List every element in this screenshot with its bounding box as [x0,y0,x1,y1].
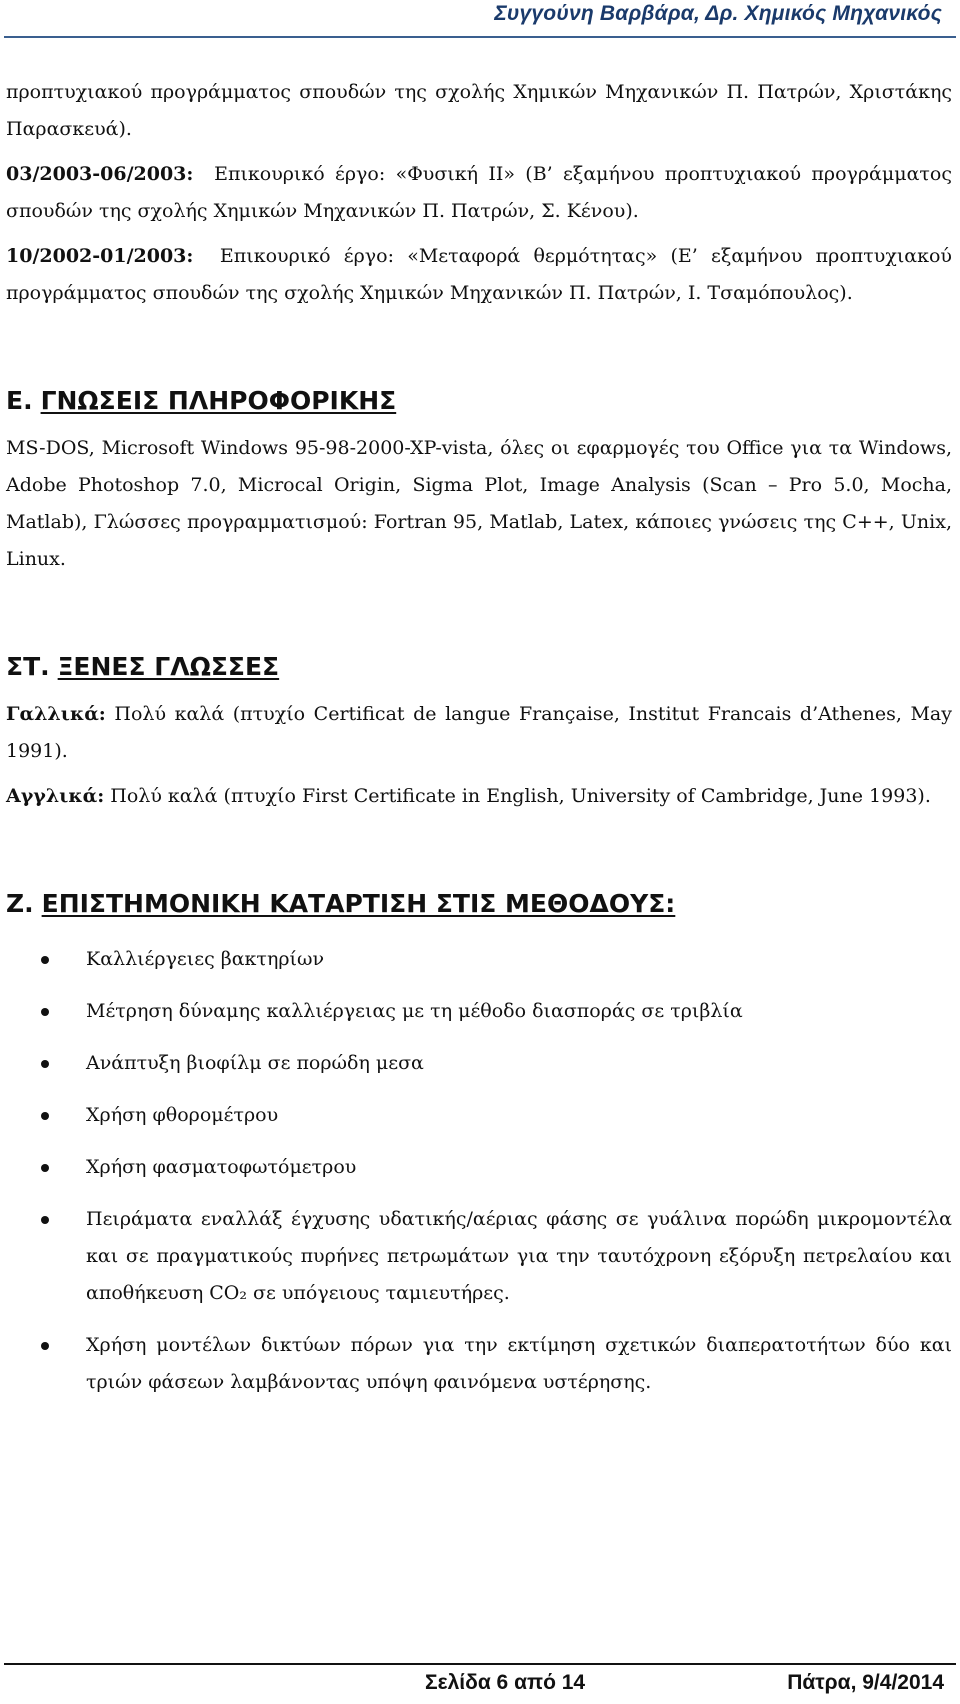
page-content [6,74,952,1416]
list-item [6,1097,952,1134]
language-entry [6,696,952,770]
teaching-text: Επικουρικό έργο: «Μεταφορά θερμότητας» (Ε’ εξαμήνου προπτυχιακού προγράμματος σπουδών της σχολής Χημικών Μηχανικών Π. Πατρών, Ι. Τσαμόπουλος). [6,245,952,304]
teaching-date: 10/2002-01/2003: [6,245,194,267]
list-item-text: Χρήση μοντέλων δικτύων πόρων για την εκτίμηση σχετικών διαπερατοτήτων δύο και τριών φάσεων λαμβάνοντας υπόψη φαινόμενα υστέρησης. [86,1334,952,1393]
bullet-icon [41,1008,49,1016]
teaching-date: 03/2003-06/2003: [6,163,194,185]
methods-list [6,941,952,1401]
list-item [6,1201,952,1312]
bullet-icon [41,1112,49,1120]
it-skills-paragraph: MS-DOS, Microsoft Windows 95-98-2000-XP-vista, όλες οι εφαρμογές του Office για τα Windows, Adobe Photoshop 7.0, Microcal Origin, Sigma Plot, Image Analysis (Scan – Pro 5.0, Mocha, Matlab), Γλώσσες προγραμματισμού: Fortran 95, Matlab, Latex, κάποιες γνώσεις της C++, Unix, Linux. [6,437,952,570]
running-header: Συγγούνη Βαρβάρα, Δρ. Χημικός Μηχανικός [494,2,942,25]
header-rule [4,36,956,38]
bullet-icon [41,1164,49,1172]
section-number: Ε. [6,386,33,415]
list-item-text: Καλλιέργειες βακτηρίων [86,948,324,970]
list-item [6,1149,952,1186]
bullet-icon [41,1342,49,1350]
section-heading [6,650,952,684]
language-name: Γαλλικά: [6,703,106,725]
list-item-text: Χρήση φασματοφωτόμετρου [86,1156,357,1178]
language-level: Πολύ καλά (πτυχίο Certificat de langue Française, Institut Francais d’Athenes, May 1991). [6,703,952,762]
language-entry [6,778,952,815]
list-item-text: Πειράματα εναλλάξ έγχυσης υδατικής/αέριας φάσης σε γυάλινα πορώδη μικρομοντέλα και σε πραγματικούς πυρήνες πετρωμάτων για την ταυτόχρονη εξόρυξη πετρελαίου και αποθήκευση CO₂ σε υπόγειους ταμιευτήρες. [86,1208,952,1304]
section-title: ΞΕΝΕΣ ΓΛΩΣΣΕΣ [57,652,280,681]
teaching-text: προπτυχιακού προγράμματος σπουδών της σχολής Χημικών Μηχανικών Π. Πατρών, Χριστάκης Παρασκευά). [6,81,952,140]
section-number: ΣΤ. [6,652,50,681]
bullet-icon [41,956,49,964]
list-item-text: Μέτρηση δύναμης καλλιέργειας με τη μέθοδο διασποράς σε τριβλία [86,1000,743,1022]
list-item [6,993,952,1030]
section-title: ΕΠΙΣΤΗΜΟΝΙΚΗ ΚΑΤΑΡΤΙΣΗ ΣΤΙΣ ΜΕΘΟΔΟΥΣ: [41,889,676,918]
footer-rule [4,1663,956,1665]
page-number: Σελίδα 6 από 14 [425,1671,586,1694]
list-item [6,941,952,978]
list-item [6,1327,952,1401]
list-item-text: Χρήση φθορομέτρου [86,1104,279,1126]
list-item [6,1045,952,1082]
section-number: Ζ. [6,889,34,918]
footer-date: Πάτρα, 9/4/2014 [787,1671,944,1694]
teaching-text: Επικουρικό έργο: «Φυσική ΙΙ» (Β’ εξαμήνου προπτυχιακού προγράμματος σπουδών της σχολής Χημικών Μηχανικών Π. Πατρών, Σ. Κένου). [6,163,952,222]
teaching-entry [6,238,952,312]
bullet-icon [41,1060,49,1068]
teaching-continued [6,74,952,148]
bullet-icon [41,1216,49,1224]
language-name: Αγγλικά: [6,785,105,807]
language-level: Πολύ καλά (πτυχίο First Certificate in English, University of Cambridge, June 1993). [110,785,931,807]
teaching-entry [6,156,952,230]
section-heading [6,384,952,418]
section-title: ΓΝΩΣΕΙΣ ΠΛΗΡΟΦΟΡΙΚΗΣ [40,386,397,415]
list-item-text: Ανάπτυξη βιοφίλμ σε πορώδη μεσα [86,1052,424,1074]
section-heading [6,887,952,921]
